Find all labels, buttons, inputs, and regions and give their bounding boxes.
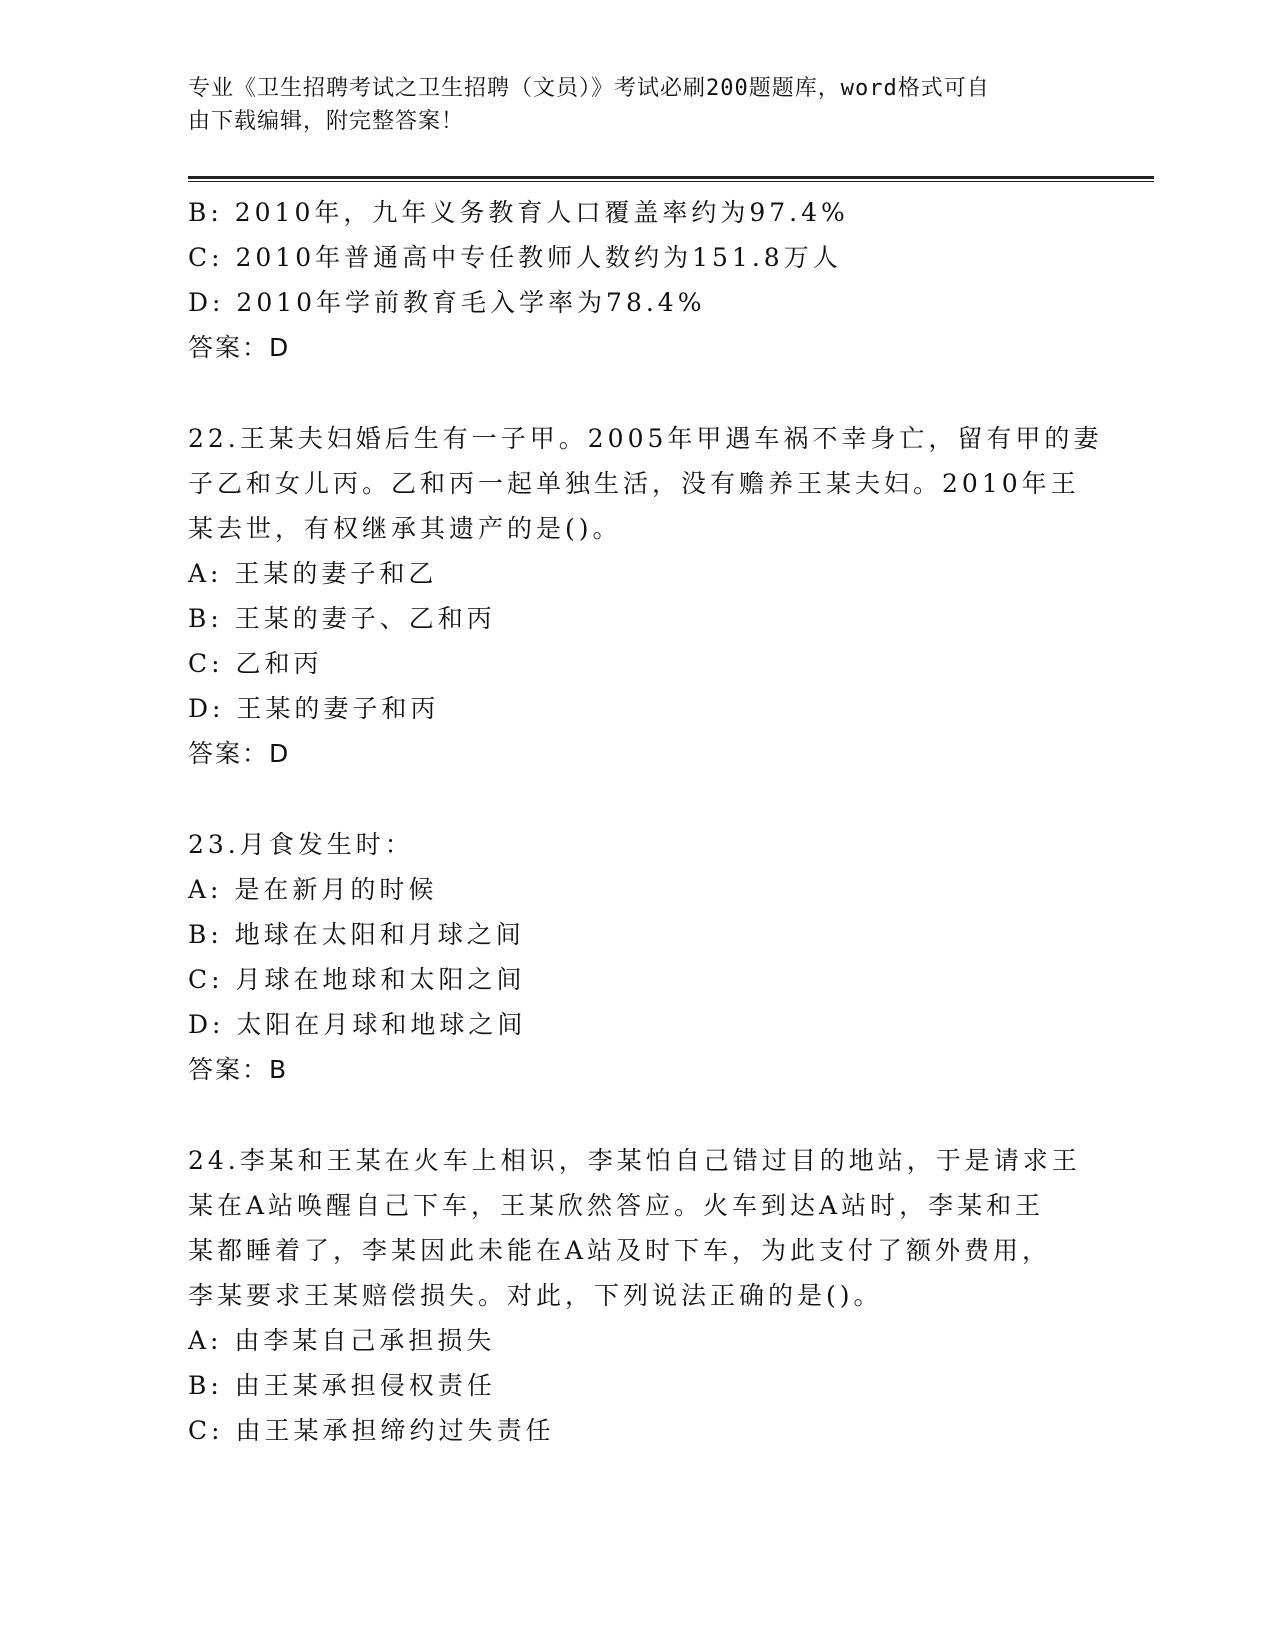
option-b: B: 2010年，九年义务教育人口覆盖率约为97.4%: [188, 198, 849, 227]
option-c: C: 由王某承担缔约过失责任: [188, 1416, 555, 1445]
question-list: [188, 190, 1103, 1453]
option-d: D: 太阳在月球和地球之间: [188, 1010, 527, 1039]
option-d: D: 2010年学前教育毛入学率为78.4%: [188, 288, 706, 317]
header-divider-thin: [188, 181, 1154, 182]
stem-line: 22.王某夫妇婚后生有一子甲。2005年甲遇车祸不幸身亡，留有甲的妻: [188, 424, 1103, 453]
question-22: [188, 416, 1103, 776]
spacer: [188, 776, 1088, 822]
stem-line: 23.月食发生时：: [188, 830, 414, 859]
stem-line: 李某要求王某赔偿损失。对此，下列说法正确的是()。: [188, 1281, 883, 1310]
stem-line: 子乙和女儿丙。乙和丙一起单独生活，没有赡养王某夫妇。2010年王: [188, 469, 1080, 498]
spacer: [188, 370, 1088, 416]
answer-label: 答案：B: [188, 1055, 289, 1084]
header-line-1: 专业《卫生招聘考试之卫生招聘（文员）》考试必刷200题题库，word格式可自: [188, 76, 990, 101]
answer-label: 答案：D: [188, 333, 291, 362]
document-header: [188, 72, 1088, 138]
header-line-2: 由下载编辑，附完整答案！: [188, 109, 465, 134]
stem-line: 某去世，有权继承其遗产的是()。: [188, 514, 622, 543]
option-b: B: 地球在太阳和月球之间: [188, 920, 525, 949]
option-a: A: 由李某自己承担损失: [188, 1326, 496, 1355]
question-stem: [188, 822, 1088, 867]
question-24: [188, 1138, 1088, 1453]
option-a: A: 是在新月的时候: [188, 875, 438, 904]
question-23: [188, 822, 1088, 1092]
option-a: A: 王某的妻子和乙: [188, 559, 438, 588]
option-d: D: 王某的妻子和丙: [188, 694, 440, 723]
option-b: B: 王某的妻子、乙和丙: [188, 604, 496, 633]
spacer: [188, 1092, 1088, 1138]
stem-line: 24.李某和王某在火车上相识，李某怕自己错过目的地站，于是请求王: [188, 1146, 1081, 1175]
question-21: [188, 190, 1088, 370]
option-c: C: 乙和丙: [188, 649, 323, 678]
option-b: B: 由王某承担侵权责任: [188, 1371, 496, 1400]
question-stem: [188, 416, 1103, 551]
stem-line: 某都睡着了，李某因此未能在A站及时下车，为此支付了额外费用，: [188, 1236, 1052, 1265]
option-c: C: 2010年普通高中专任教师人数约为151.8万人: [188, 243, 842, 272]
question-stem: [188, 1138, 1088, 1318]
header-divider-thick: [188, 176, 1154, 179]
option-c: C: 月球在地球和太阳之间: [188, 965, 526, 994]
stem-line: 某在A站唤醒自己下车，王某欣然答应。火车到达A站时，李某和王: [188, 1191, 1045, 1220]
answer-label: 答案：D: [188, 739, 291, 768]
